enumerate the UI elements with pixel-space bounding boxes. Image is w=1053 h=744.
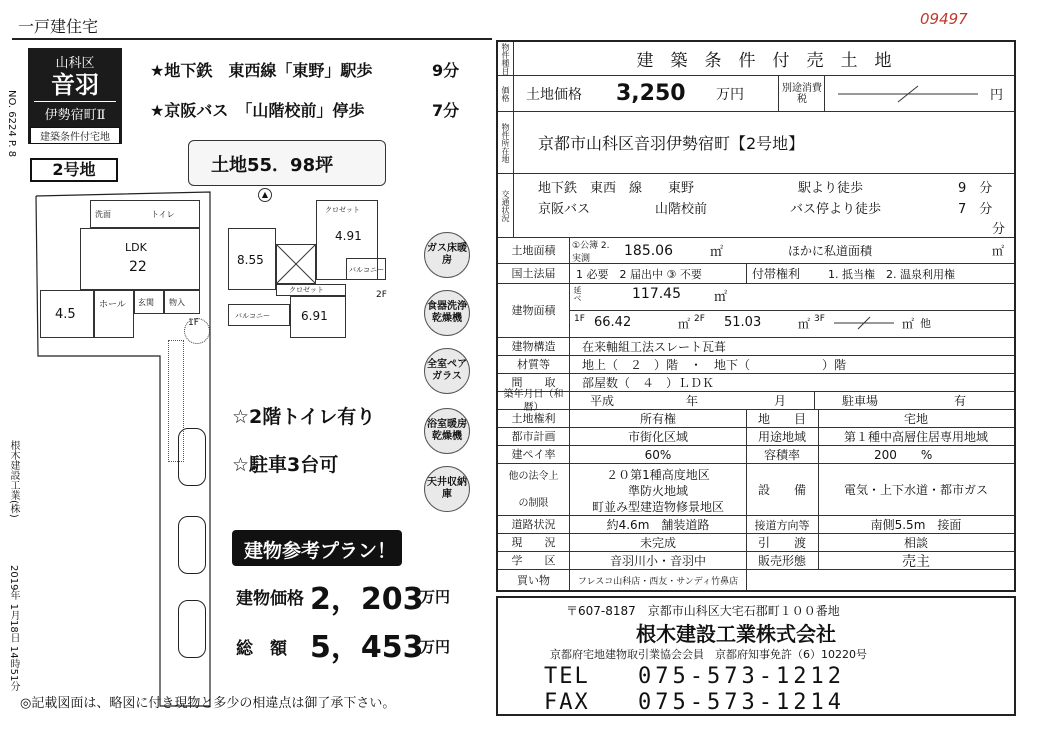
spec-row-city-plan	[498, 428, 1014, 446]
transit-extra-min: 分	[992, 222, 1006, 237]
spec-row-building-area	[498, 284, 1014, 338]
transit-bus-walk: バス停より徒歩	[790, 202, 882, 217]
closet-label-2: クロゼット	[325, 206, 360, 214]
ldk-room	[80, 228, 200, 290]
tax-unit: 円	[990, 88, 1004, 103]
price-label: 土地価格	[526, 86, 582, 103]
car-icon	[178, 600, 206, 658]
total-label: 総 額	[236, 639, 287, 659]
tel-number: 075-573-1212	[638, 664, 845, 689]
private-road-unit: ㎡	[992, 244, 1005, 258]
sales-type-label: 販売形態	[757, 554, 806, 568]
area-block	[28, 48, 122, 144]
strike-line-icon	[838, 84, 978, 104]
floor1-area-value: 66.42	[594, 315, 632, 330]
tax-label: 別途消費税	[782, 82, 822, 105]
spec-row-location	[498, 112, 1014, 174]
company-license: 京都府宅地建物取引業協会会員 京都府知事免許（6）10220号	[550, 648, 867, 661]
floorplan-1f	[40, 200, 200, 350]
jp-room-size: 4.5	[55, 307, 76, 322]
company-block	[496, 596, 1016, 716]
land-area-value: 185.06	[624, 242, 673, 259]
floor3-area-unit: ㎡	[902, 317, 915, 331]
floorplan-2f	[228, 190, 388, 330]
fax-timestamp: 2019年 1月18日 14時51分	[8, 565, 19, 692]
building-price-value: 2，203	[310, 582, 424, 617]
road-value: 約4.6m 舗装道路	[606, 518, 710, 532]
total-floor-unit: ㎡	[714, 290, 728, 305]
bedroom-2-size: 4.91	[335, 229, 362, 243]
floor2-label: 2F	[376, 290, 387, 300]
handover-label: 引 渡	[757, 536, 806, 550]
company-name: 根木建設工業株式会社	[636, 622, 836, 646]
city-plan-value: 市街化区域	[627, 430, 688, 444]
hall	[94, 290, 134, 338]
lot-tag: 2号地	[30, 158, 118, 182]
spec-row-status	[498, 534, 1014, 552]
floors-value: 地上（ ２ ）階 ・ 地下（ ）階	[582, 358, 847, 372]
access-subway: ★地下鉄 東西線「東野」駅歩	[150, 61, 373, 80]
spec-row-notification	[498, 264, 1014, 284]
private-road-label: ほかに私道面積	[788, 244, 873, 258]
access-bus-min: 7分	[432, 101, 460, 120]
balcony-label-right: バルコニー	[349, 266, 384, 274]
spec-label-restrictions	[498, 464, 570, 515]
land-rights-value: 所有権	[639, 412, 676, 426]
floor1-area-unit: ㎡	[678, 317, 691, 331]
restrictions-label-1: 他の法令上	[508, 470, 559, 482]
floor2-area-label: 2F	[694, 314, 705, 324]
total-unit: 万円	[420, 638, 451, 656]
ldk-label: LDK	[125, 241, 147, 254]
car-icon	[178, 428, 206, 486]
floor2-area-unit: ㎡	[798, 317, 811, 331]
transit-bus-min: 7 分	[958, 202, 993, 217]
spec-label: 都市計画	[498, 428, 570, 445]
frontage-label: 接道方向等	[754, 518, 810, 532]
category-heading: 一戸建住宅	[18, 17, 99, 36]
feature-2f-toilet: ☆2階トイレ有り	[232, 406, 376, 428]
coverage-value: 60%	[644, 447, 672, 462]
spec-label: 築年月日（和暦）	[498, 392, 570, 409]
spec-row-price	[498, 76, 1014, 112]
fax-company: 根木建設工業(株)	[8, 440, 19, 518]
restriction-height: ２０第1種高度地区	[606, 468, 710, 482]
access-bus: ★京阪バス 「山階校前」停歩	[150, 101, 365, 120]
badge-dishwasher: 食器洗浄乾燥機	[424, 290, 470, 336]
balcony-right	[346, 258, 386, 280]
stairwell	[276, 244, 316, 284]
feature-parking: ☆駐車3台可	[232, 454, 339, 476]
entrance-label: 玄関	[138, 298, 154, 307]
fax-page-number: NO. 6224 P. 8	[6, 90, 17, 158]
toilet-label: トイレ	[151, 210, 175, 219]
japanese-room	[40, 290, 94, 338]
spec-label: 建物構造	[498, 338, 570, 355]
storage-label: 物入	[169, 298, 185, 307]
north-arrow-icon: ▲	[258, 188, 272, 202]
spec-label: 物件所在地	[498, 112, 514, 173]
spec-label: 道路状況	[498, 516, 570, 533]
transit-bus: 京阪バス 山階校前	[538, 202, 708, 217]
land-category-value: 宅地	[903, 412, 928, 426]
spec-type-value: 建 築 条 件 付 売 土 地	[636, 51, 892, 71]
era-value: 平成	[590, 394, 615, 408]
restriction-fire: 準防火地域	[627, 484, 688, 498]
spec-row-floors	[498, 356, 1014, 374]
far-label: 容積率	[763, 448, 800, 462]
school-value: 音羽川小・音羽中	[609, 554, 706, 568]
shopping-value: フレスコ山科店・西友・サンディ竹鼻店	[577, 576, 739, 587]
notification-value: 1 必要 2 届出中 ③ 不要	[576, 267, 702, 281]
access-subway-min: 9分	[432, 61, 460, 80]
balcony-left	[228, 304, 290, 326]
car-icon	[178, 516, 206, 574]
far-value: 200 %	[874, 448, 933, 462]
restrictions-label-2: の制限	[518, 497, 549, 509]
facilities-value: 電気・上下水道・都市ガス	[843, 483, 988, 497]
storage	[164, 290, 200, 314]
rights-value: 1. 抵当権 2. 温泉利用権	[828, 267, 955, 281]
floor2-area-value: 51.03	[724, 315, 762, 330]
spec-label: 価格	[498, 76, 514, 111]
bedroom-1	[228, 228, 276, 290]
transit-subway-walk: 駅より徒歩	[798, 181, 864, 196]
floor1-label: 1F	[188, 318, 199, 328]
area-sub: 伊勢宿町Ⅱ	[34, 101, 116, 123]
spec-label: 建物面積	[498, 284, 570, 337]
area-ward: 山科区	[55, 56, 95, 71]
land-price-unit: 万円	[716, 86, 744, 103]
parking-label: 駐車場	[842, 394, 879, 408]
area-note: 建築条件付宅地	[30, 127, 120, 144]
transit-subway: 地下鉄 東西 線 東野	[538, 181, 695, 196]
spec-row-school	[498, 552, 1014, 570]
badge-floor-heating: ガス床暖房	[424, 232, 470, 278]
handover-value: 相談	[903, 536, 928, 550]
land-area-unit: ㎡	[710, 245, 724, 260]
building-price-unit: 万円	[420, 588, 451, 606]
fax-number: 075-573-1214	[638, 690, 845, 715]
spec-label: 国土法届	[498, 264, 570, 283]
wash-label: 洗面	[95, 210, 111, 219]
spec-row-road	[498, 516, 1014, 534]
sales-type-value: 売主	[902, 553, 930, 570]
spec-label: 買い物	[498, 570, 570, 590]
badge-pair-glass: 全室ペアガラス	[424, 348, 470, 394]
other-area-label: 他	[920, 317, 931, 330]
frontage-value: 南側5.5m 接面	[870, 518, 962, 532]
wet-area	[90, 200, 200, 228]
floor1-area-label: 1F	[574, 314, 585, 324]
spec-row-land-rights	[498, 410, 1014, 428]
zoning-value: 第１種中高層住居専用地域	[843, 430, 988, 444]
ldk-size: 22	[129, 259, 147, 275]
spec-row-restrictions	[498, 464, 1014, 516]
total-value: 5，453	[310, 630, 424, 665]
closet-2f	[276, 284, 346, 296]
year-label: 年	[686, 394, 699, 408]
restriction-townscape: 町並み型建造物修景地区	[591, 500, 724, 514]
building-price-label: 建物価格	[236, 589, 304, 609]
hall-label: ホール	[99, 300, 126, 310]
spec-row-layout	[498, 374, 1014, 392]
status-value: 未完成	[639, 536, 676, 550]
plan-banner	[232, 530, 402, 566]
facilities-label: 設 備	[757, 483, 806, 497]
spec-row-coverage	[498, 446, 1014, 464]
badge-bath-dryer: 浴室暖房乾燥機	[424, 408, 470, 454]
land-price-value: 3,250	[616, 81, 686, 106]
spec-row-transport	[498, 174, 1014, 238]
disclaimer-note: ◎記載図面は、略図に付き現物と多少の相違点は御了承下さい。	[20, 696, 396, 711]
tree-icon	[184, 318, 210, 344]
bedroom-1-size: 8.55	[237, 253, 264, 267]
spec-label: 土地面積	[498, 238, 570, 263]
closet-label: クロゼット	[289, 286, 324, 294]
spec-label: 物件種目	[498, 42, 514, 75]
spec-label: 間 取	[498, 374, 570, 391]
location-value: 京都市山科区音羽伊勢宿町【2号地】	[538, 134, 805, 153]
layout-value: 部屋数（ ４ ）ＬＤＫ	[582, 376, 715, 390]
total-floor-value: 117.45	[632, 286, 681, 302]
spec-row-shopping	[498, 570, 1014, 590]
land-banner-text: 土地55．98坪	[211, 155, 334, 176]
parking-value: 有	[954, 394, 967, 408]
spec-label: 土地権利	[498, 410, 570, 427]
month-label: 月	[774, 394, 787, 408]
fax-label: FAX	[544, 690, 590, 715]
header-rule	[12, 38, 492, 40]
zoning-label: 用途地域	[757, 430, 806, 444]
spec-row-structure	[498, 338, 1014, 356]
floor3-area-label: 3F	[814, 314, 825, 324]
area-town: 音羽	[51, 70, 99, 99]
structure-value: 在来軸組工法スレート瓦葺	[582, 340, 727, 354]
property-spec-table	[496, 40, 1016, 592]
strike-line-icon	[834, 316, 894, 330]
spec-label: 建ぺイ率	[498, 446, 570, 463]
balcony-label-left: バルコニー	[235, 312, 270, 320]
transit-subway-min: 9 分	[958, 181, 993, 196]
spec-label: 材質等	[498, 356, 570, 373]
total-floor-label: 延べ	[573, 286, 582, 302]
plan-title: 建物参考プラン！	[244, 540, 397, 562]
spec-label: 学 区	[498, 552, 570, 569]
company-address: 〒607-8187 京都市山科区大宅石郡町１００番地	[566, 604, 840, 618]
land-area-basis: ①公簿 2.実測	[572, 240, 610, 264]
tel-label: TEL	[544, 664, 590, 689]
rights-label: 付帯権利	[752, 267, 801, 281]
badge-ceiling-storage: 天井収納庫	[424, 466, 470, 512]
entrance	[134, 290, 164, 314]
spec-row-type	[498, 42, 1014, 76]
spec-label: 交通状況	[498, 174, 514, 237]
bedroom-3-size: 6.91	[301, 309, 328, 323]
spec-label: 現 況	[498, 534, 570, 551]
bedroom-3	[290, 296, 346, 338]
land-category-label: 地 目	[757, 412, 806, 426]
stair-cross-icon	[277, 245, 315, 283]
handwritten-number: 09497	[920, 10, 968, 28]
spec-row-built-date	[498, 388, 1014, 413]
spec-row-land-area	[498, 238, 1014, 264]
land-banner	[188, 140, 386, 186]
